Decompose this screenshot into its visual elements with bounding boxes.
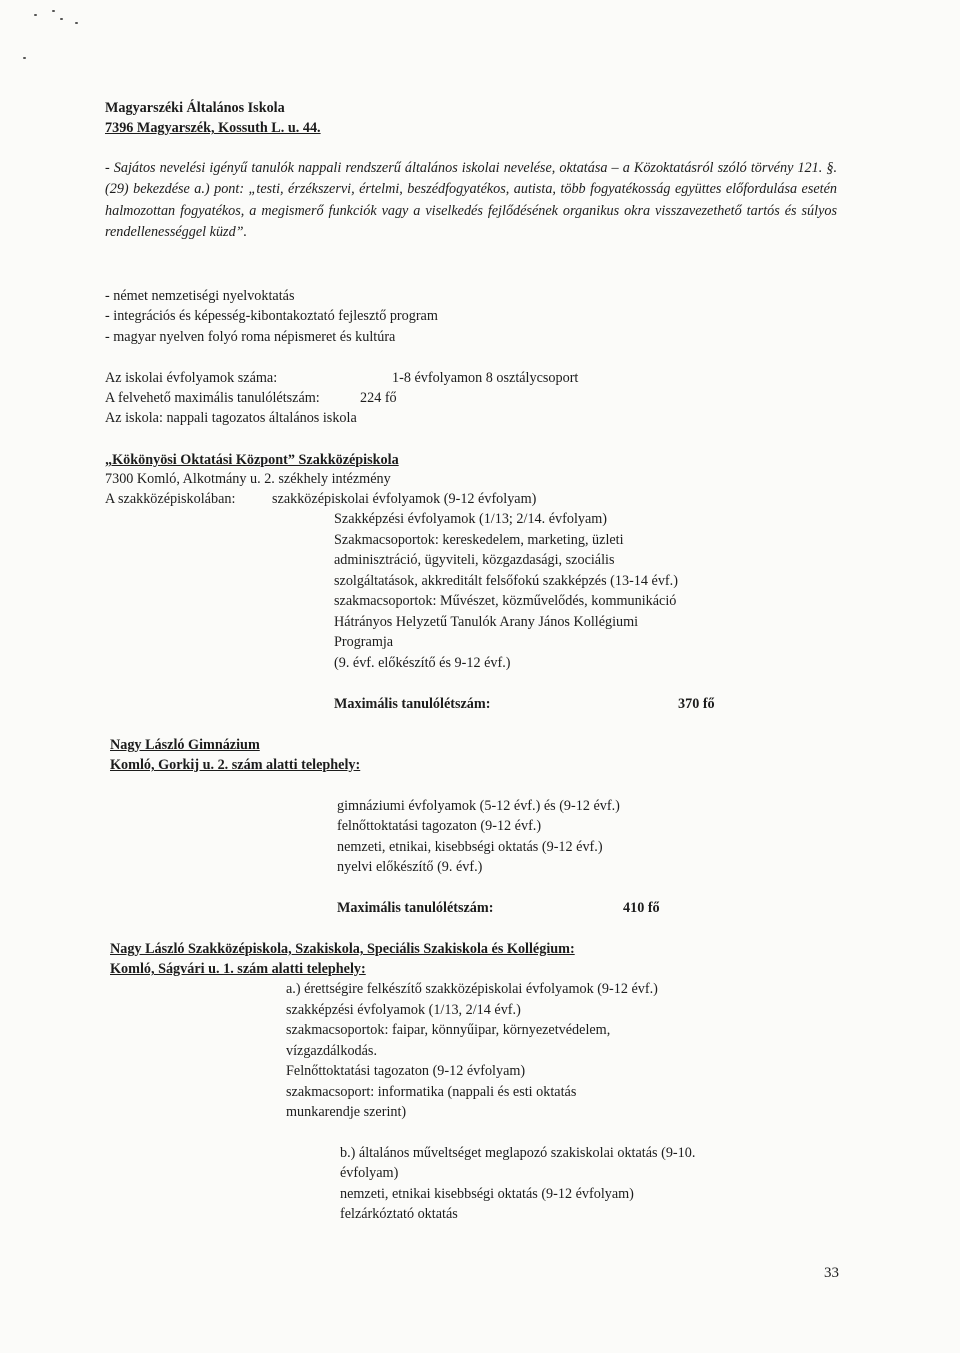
school2-lead-label: A szakközépiskolában:: [105, 491, 236, 507]
school4-line-a: vízgazdálkodás.: [286, 1043, 377, 1059]
school2-line: adminisztráció, ügyviteli, közgazdasági, szociális: [334, 552, 615, 568]
fact-value: 1-8 évfolyamon 8 osztálycsoport: [392, 370, 579, 386]
school3-address: Komló, Gorkij u. 2. szám alatti telephely:: [110, 757, 361, 773]
school1-address: 7396 Magyarszék, Kossuth L. u. 44.: [105, 120, 321, 136]
school2-max-label: Maximális tanulólétszám:: [334, 696, 491, 712]
special-needs-paragraph: - Sajátos nevelési igényű tanulók nappali rendszerű általános iskolai nevelése, oktatása – a Közoktatásról szóló törvény 121. §. (29) bekezdése a.) pont: „testi, érzékszervi, értelmi, beszédfogyatékos, autista, több fogyatékosság együttes előfordulása esetén halmozottan fogyatékos, a megismerő funkciók vagy a viselkedés fejlődésének organikus okra visszavezethető tartós és súlyos rendellenességgel küzd”.: [105, 160, 837, 241]
school4-line-a: Felnőttoktatási tagozaton (9-12 évfolyam): [286, 1063, 526, 1079]
program-item: - integrációs és képesség-kibontakoztató fejlesztő program: [105, 308, 438, 324]
school4-line-a: szakképzési évfolyamok (1/13, 2/14 évf.): [286, 1002, 521, 1018]
program-item: - német nemzetiségi nyelvoktatás: [105, 288, 295, 304]
scan-speck: [75, 22, 78, 24]
fact-label: Az iskolai évfolyamok száma:: [105, 370, 278, 386]
school4-line-b: felzárkóztató oktatás: [340, 1206, 458, 1222]
school2-line: Szakképzési évfolyamok (1/13; 2/14. évfolyam): [334, 511, 608, 527]
school4-line-a: a.) érettségire felkészítő szakközépiskolai évfolyamok (9-12 évf.): [286, 981, 658, 997]
school3-line: nemzeti, etnikai, kisebbségi oktatás (9-12 évf.): [337, 839, 603, 855]
fact-label: Az iskola: nappali tagozatos általános iskola: [105, 410, 357, 426]
school2-line: Hátrányos Helyzetű Tanulók Arany János Kollégiumi: [334, 614, 639, 630]
school2-line: Szakmacsoportok: kereskedelem, marketing, üzleti: [334, 532, 624, 548]
scan-speck: [23, 57, 26, 59]
school2-lead-value: szakközépiskolai évfolyamok (9-12 évfolyam): [272, 491, 537, 507]
school4-line-a: szakmacsoportok: faipar, könnyűipar, környezetvédelem,: [286, 1022, 611, 1038]
fact-label: A felvehető maximális tanulólétszám:: [105, 390, 320, 406]
scan-speck: [34, 14, 37, 16]
school4-line-a: munkarendje szerint): [286, 1104, 407, 1120]
school3-line: felnőttoktatási tagozaton (9-12 évf.): [337, 818, 542, 834]
school4-line-b: nemzeti, etnikai kisebbségi oktatás (9-12 évfolyam): [340, 1186, 634, 1202]
school4-line-a: szakmacsoport: informatika (nappali és esti oktatás: [286, 1084, 577, 1100]
school2-line: Programja: [334, 634, 394, 650]
school3-name: Nagy László Gimnázium: [110, 737, 260, 753]
school3-max-label: Maximális tanulólétszám:: [337, 900, 494, 916]
scan-speck: [60, 18, 63, 20]
school2-name: „Kökönyösi Oktatási Központ” Szakközépiskola: [105, 452, 399, 468]
school4-line-b: évfolyam): [340, 1165, 399, 1181]
school2-max-value: 370 fő: [678, 696, 715, 712]
school3-line: nyelvi előkészítő (9. évf.): [337, 859, 483, 875]
school4-address: Komló, Ságvári u. 1. szám alatti telephely:: [110, 961, 366, 977]
school3-max-value: 410 fő: [623, 900, 660, 916]
school3-line: gimnáziumi évfolyamok (5-12 évf.) és (9-12 évf.): [337, 798, 620, 814]
school2-line: szolgáltatások, akkreditált felsőfokú szakképzés (13-14 évf.): [334, 573, 678, 589]
school2-line: (9. évf. előkészítő és 9-12 évf.): [334, 655, 511, 671]
school2-line: szakmacsoportok: Művészet, közművelődés, kommunikáció: [334, 593, 677, 609]
school1-name: Magyarszéki Általános Iskola: [105, 100, 285, 116]
page-number: 33: [824, 1265, 839, 1281]
school4-name: Nagy László Szakközépiskola, Szakiskola, Speciális Szakiskola és Kollégium:: [110, 941, 575, 957]
scan-speck: [52, 10, 55, 12]
program-item: - magyar nyelven folyó roma népismeret és kultúra: [105, 329, 396, 345]
school2-address: 7300 Komló, Alkotmány u. 2. székhely intézmény: [105, 471, 391, 487]
school4-line-b: b.) általános műveltséget meglapozó szakiskolai oktatás (9-10.: [340, 1145, 696, 1161]
fact-value: 224 fő: [360, 390, 397, 406]
